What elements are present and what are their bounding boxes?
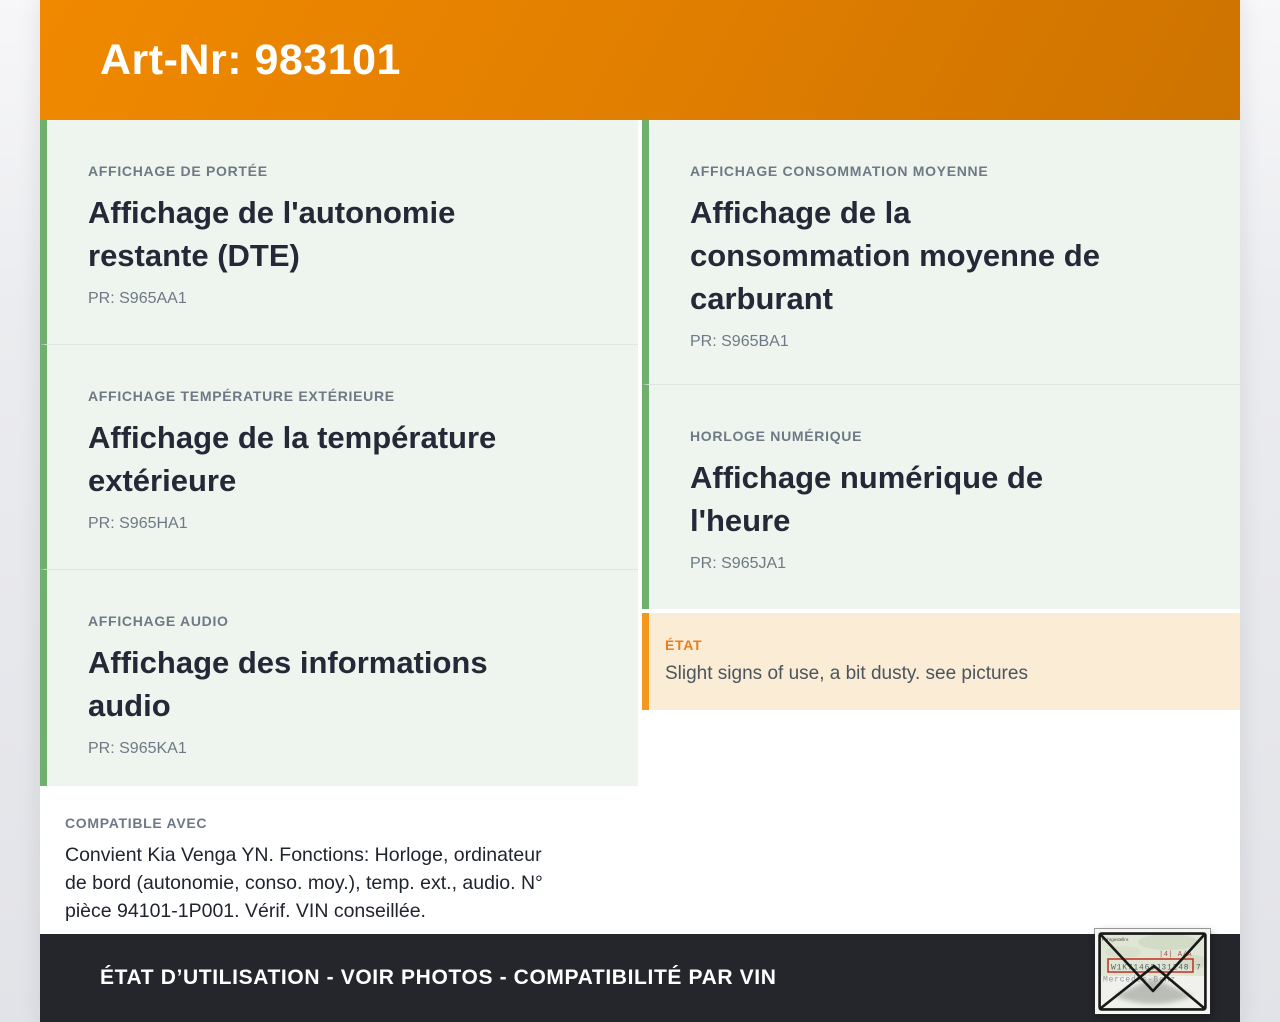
- usage-footer-bar: [40, 934, 1240, 1022]
- feature-card-digital-clock: [642, 385, 1240, 609]
- feature-kicker: AFFICHAGE DE PORTÉE: [88, 163, 268, 179]
- condition-card: [642, 613, 1240, 710]
- features-column-left: [40, 120, 638, 934]
- compatibility-card: [40, 786, 638, 930]
- feature-pr-code: PR: S965AA1: [88, 290, 187, 307]
- feature-card-avg-consumption: [642, 120, 1240, 385]
- feature-kicker: AFFICHAGE AUDIO: [88, 613, 229, 629]
- vin-document-photo: [1095, 929, 1210, 1014]
- feature-title: Affichage de l'autonomie restante (DTE): [88, 195, 456, 273]
- feature-pr-code: PR: S965JA1: [690, 555, 787, 572]
- feature-pr-code: PR: S965HA1: [88, 515, 188, 532]
- vin-text: W1K71463J31248: [1111, 963, 1190, 973]
- feature-title: Affichage des informations audio: [88, 645, 488, 723]
- feature-pr-code: PR: S965KA1: [88, 740, 187, 757]
- compatibility-kicker: COMPATIBLE AVEC: [65, 815, 208, 831]
- feature-card-range: [40, 120, 638, 345]
- feature-card-outside-temp: [40, 345, 638, 570]
- feature-title: Affichage numérique de l'heure: [690, 460, 1044, 538]
- feature-card-audio: [40, 570, 638, 786]
- feature-title: Affichage de la consommation moyenne de carburant: [690, 195, 1100, 316]
- features-column-right: [642, 120, 1240, 934]
- features-area: [40, 120, 1240, 934]
- listing-page: [40, 0, 1240, 1022]
- feature-pr-code: PR: S965BA1: [690, 333, 789, 350]
- condition-kicker: ÉTAT: [665, 637, 703, 653]
- document-make-text: Mercedes-Benz: [1103, 975, 1176, 985]
- condition-text: Slight signs of use, a bit dusty. see pictures: [665, 663, 1028, 684]
- feature-title: Affichage de la température extérieure: [88, 420, 497, 498]
- article-number-title: Art-Nr: 983101: [100, 35, 401, 84]
- vin-document-graphic: [1098, 932, 1207, 1011]
- document-field-label: Fahrgestellnr.: [1102, 937, 1130, 942]
- feature-kicker: AFFICHAGE CONSOMMATION MOYENNE: [690, 163, 989, 179]
- feature-kicker: HORLOGE NUMÉRIQUE: [690, 428, 863, 444]
- document-row-text: |4| A/A: [1159, 951, 1192, 959]
- compatibility-text: Convient Kia Venga YN. Fonctions: Horloge, ordinateur de bord (autonomie, conso. moy.), temp. ext., audio. N° pièce 94101-1P001. Vérif. VIN conseillée.: [65, 844, 543, 922]
- feature-kicker: AFFICHAGE TEMPÉRATURE EXTÉRIEURE: [88, 388, 395, 404]
- footer-text: ÉTAT D’UTILISATION - VOIR PHOTOS - COMPATIBILITÉ PAR VIN: [100, 966, 777, 989]
- vin-suffix-text: 7: [1196, 963, 1201, 973]
- article-header: [40, 0, 1240, 120]
